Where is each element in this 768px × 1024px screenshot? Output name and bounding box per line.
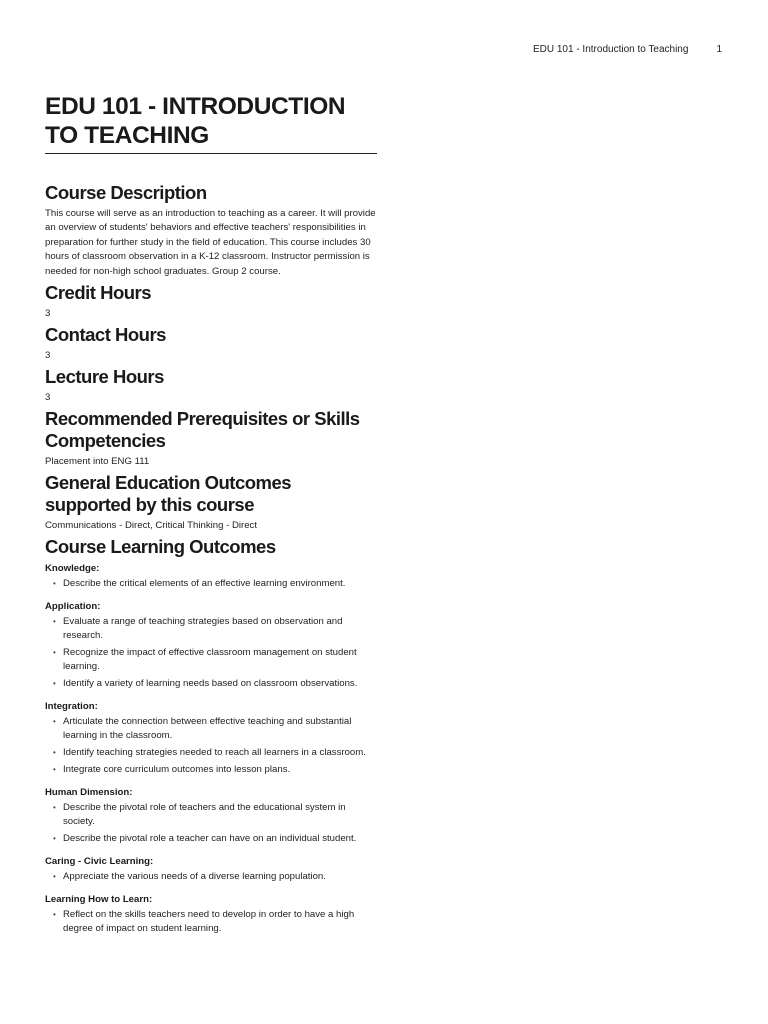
outcome-group-label: Knowledge:: [45, 563, 100, 575]
outcome-group-label: Caring - Civic Learning:: [45, 856, 154, 868]
list-item: • Appreciate the various needs of a diverse learning population.: [45, 870, 377, 884]
credit-hours-value: 3: [45, 308, 51, 320]
list-item: • Identify teaching strategies needed to reach all learners in a classroom.: [45, 746, 377, 760]
outcome-group: [45, 786, 377, 846]
document-body: [45, 92, 377, 945]
outcome-group: [45, 562, 377, 591]
outcome-group-label: Integration:: [45, 701, 98, 713]
contact-hours-value: 3: [45, 350, 51, 362]
list-item: • Reflect on the skills teachers need to develop in order to have a high degree of impact on student learning.: [45, 908, 377, 936]
outcome-list: [45, 715, 377, 777]
outcome-group: [45, 855, 377, 884]
outcome-list: [45, 870, 377, 884]
outcome-list: [45, 577, 377, 591]
learning-outcomes-list: [45, 562, 377, 936]
outcome-group-label: Human Dimension:: [45, 787, 133, 799]
list-item: • Evaluate a range of teaching strategies based on observation and research.: [45, 615, 377, 643]
outcome-list: [45, 908, 377, 936]
contact-hours-heading: Contact Hours: [45, 324, 166, 346]
outcome-group-label: Learning How to Learn:: [45, 894, 153, 906]
gen-ed-outcomes-value: Communications - Direct, Critical Thinking - Direct: [45, 520, 258, 532]
gen-ed-outcomes-heading: General Education Outcomes supported by this course: [45, 472, 292, 516]
lecture-hours-value: 3: [45, 392, 51, 404]
course-description-text: This course will serve as an introduction to teaching as a career. It will provide an overview of students' behaviors and effective teachers' responsibilities in preparation for further study in the field of education. This course includes 30 hours of classroom observation in a K-12 classroom. Instructor permission is needed for non-high school graduates. Group 2 course.: [45, 208, 376, 277]
outcome-group-label: Application:: [45, 601, 101, 613]
list-item: • Describe the pivotal role a teacher can have on an individual student.: [45, 832, 377, 846]
outcome-list: [45, 801, 377, 846]
list-item: • Identify a variety of learning needs based on classroom observations.: [45, 677, 377, 691]
running-title: EDU 101 - Introduction to Teaching: [532, 44, 689, 55]
outcome-group: [45, 600, 377, 691]
course-description-heading: Course Description: [45, 182, 207, 203]
list-item: • Integrate core curriculum outcomes into lesson plans.: [45, 763, 377, 777]
list-item: • Describe the critical elements of an effective learning environment.: [45, 577, 377, 591]
outcome-group: [45, 893, 377, 936]
credit-hours-heading: Credit Hours: [45, 282, 152, 304]
lecture-hours-heading: Lecture Hours: [45, 366, 164, 388]
outcome-group: [45, 700, 377, 777]
list-item: • Articulate the connection between effective teaching and substantial learning in the classroom.: [45, 715, 377, 743]
running-header: [533, 44, 722, 55]
prerequisites-heading: Recommended Prerequisites or Skills Competencies: [45, 408, 360, 452]
list-item: • Describe the pivotal role of teachers and the educational system in society.: [45, 801, 377, 829]
prerequisites-value: Placement into ENG 111: [45, 456, 150, 468]
list-item: • Recognize the impact of effective classroom management on student learning.: [45, 646, 377, 674]
learning-outcomes-heading: Course Learning Outcomes: [45, 536, 276, 558]
page-number: 1: [716, 44, 722, 55]
page-title: EDU 101 - INTRODUCTION TO TEACHING: [45, 92, 377, 154]
outcome-list: [45, 615, 377, 691]
